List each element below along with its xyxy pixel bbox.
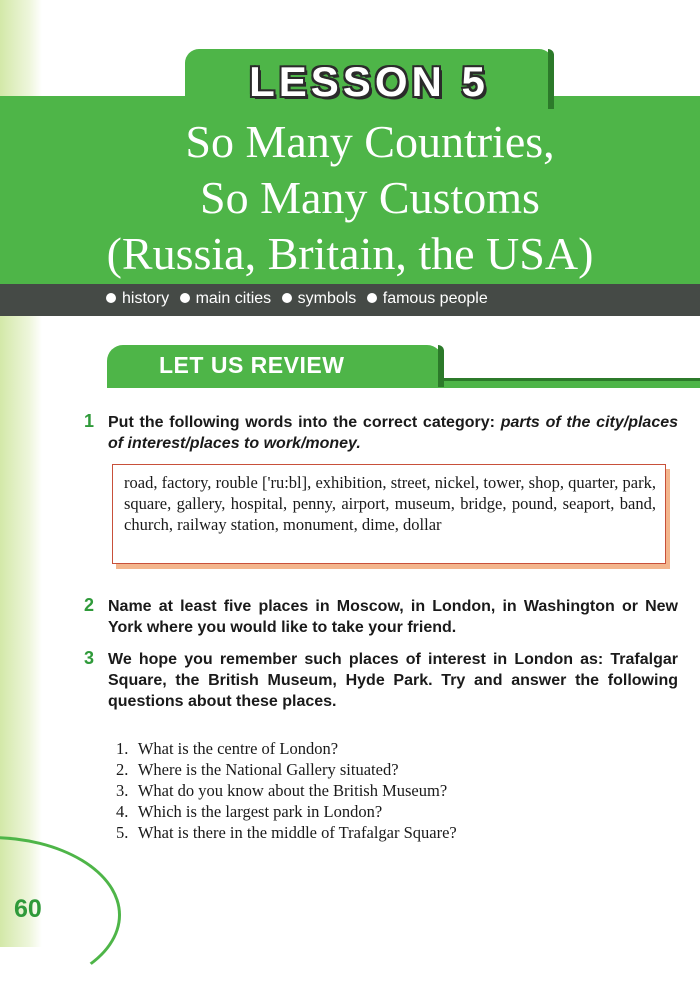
question-item (116, 801, 457, 822)
question-number: 4. (116, 802, 129, 821)
lesson-title-line-2: So Many Customs (200, 172, 540, 223)
task-text: Put the following words into the correct category: (108, 414, 501, 431)
bullet-icon (367, 293, 377, 303)
question-text: Which is the largest park in London? (137, 802, 383, 821)
topic-item: main cities (195, 290, 272, 307)
task-instruction (108, 412, 678, 454)
task-instruction: We hope you remember such places of interest in London as: Trafalgar Square, the British Museum, Hyde Park. Try and answer the following questions about these places. (108, 651, 678, 710)
question-text: Where is the National Gallery situated? (137, 760, 399, 779)
review-tab-edge (438, 345, 444, 387)
question-item (116, 780, 457, 801)
topics-list (106, 290, 494, 308)
question-number: 3. (116, 781, 129, 800)
question-item (116, 822, 457, 843)
question-item (116, 759, 457, 780)
lesson-title-line-1: So Many Countries, (185, 116, 555, 167)
question-number: 1. (116, 739, 129, 758)
question-item (116, 738, 457, 759)
topic-item: symbols (297, 290, 357, 307)
question-text: What do you know about the British Museum? (137, 781, 448, 800)
topic-item: history (122, 290, 170, 307)
bullet-icon (282, 293, 292, 303)
task-instruction: Name at least five places in Moscow, in London, in Washington or New York where you would like to take your friend. (108, 598, 678, 636)
question-list (116, 738, 457, 843)
section-heading: LET US REVIEW (159, 352, 345, 378)
lesson-title-line-3: (Russia, Britain, the USA) (106, 228, 594, 279)
bullet-icon (106, 293, 116, 303)
question-text: What is the centre of London? (137, 739, 339, 758)
review-rule-shadow (443, 378, 700, 381)
question-number: 2. (116, 760, 129, 779)
task-number: 2 (84, 595, 95, 615)
bullet-icon (180, 293, 190, 303)
task-categories: parts of the city/places of interest/places to work/money. (108, 414, 679, 452)
lesson-label: LESSON 5 (249, 58, 489, 105)
topic-item: famous people (382, 290, 488, 307)
word-list: road, factory, rouble ['ru:bl], exhibition, street, nickel, tower, shop, quarter, park, square, gallery, hospital, penny, airport, museum, bridge, pound, seaport, band, church, railway station, monument, dime, dollar (124, 473, 656, 534)
page-number: 60 (14, 895, 42, 923)
question-number: 5. (116, 823, 129, 842)
question-text: What is there in the middle of Trafalgar Square? (137, 823, 457, 842)
task-number: 1 (84, 411, 95, 431)
task-number: 3 (84, 648, 95, 668)
